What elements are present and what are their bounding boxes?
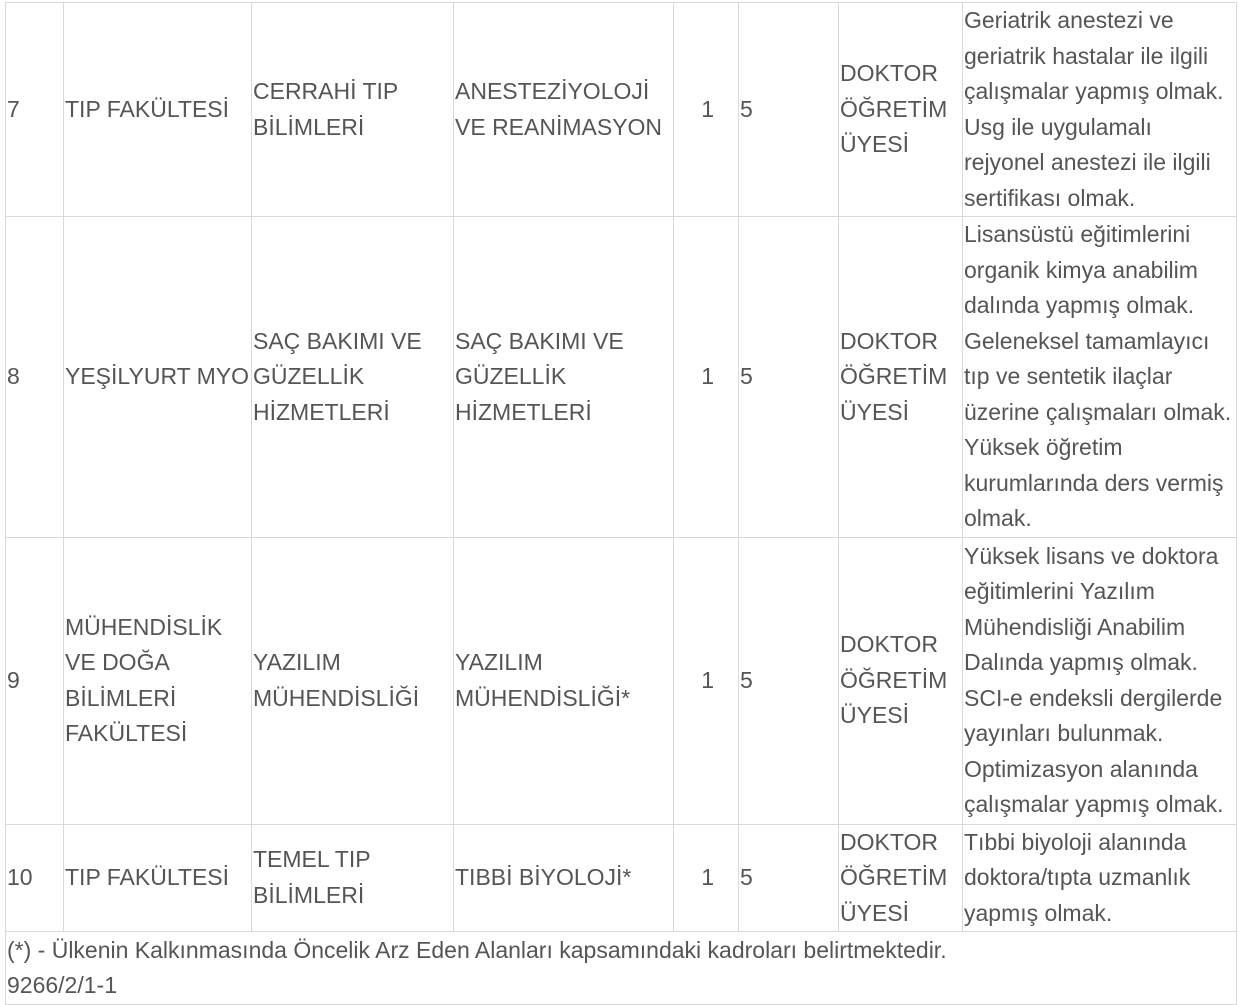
requirements-cell: Geriatrik anestezi ve geriatrik hastalar ile ilgili çalışmalar yapmış olmak. Usg ile uygulamalı rejyonel anestezi ile ilgili sertifikası olmak.	[963, 3, 1237, 217]
degree-cell: 5	[739, 537, 839, 824]
table-row	[6, 824, 1237, 932]
degree-cell: 5	[739, 217, 839, 538]
table-footer	[6, 932, 1237, 1005]
table-row	[6, 217, 1237, 538]
requirements-cell: Tıbbi biyoloji alanında doktora/tıpta uzmanlık yapmış olmak.	[963, 824, 1237, 932]
discipline-cell: YAZILIM MÜHENDİSLİĞİ*	[454, 537, 674, 824]
title-cell: DOKTOR ÖĞRETİM ÜYESİ	[839, 217, 963, 538]
unit-cell: YEŞİLYURT MYO	[64, 217, 252, 538]
department-cell: TEMEL TIP BİLİMLERİ	[252, 824, 454, 932]
quantity-cell: 1	[674, 537, 739, 824]
quantity-cell: 1	[674, 217, 739, 538]
unit-cell: TIP FAKÜLTESİ	[64, 3, 252, 217]
unit-cell: TIP FAKÜLTESİ	[64, 824, 252, 932]
title-cell: DOKTOR ÖĞRETİM ÜYESİ	[839, 537, 963, 824]
row-number: 7	[6, 3, 64, 217]
discipline-cell: SAÇ BAKIMI VE GÜZELLİK HİZMETLERİ	[454, 217, 674, 538]
requirements-cell: Lisansüstü eğitimlerini organik kimya anabilim dalında yapmış olmak. Geleneksel tamamlayıcı tıp ve sentetik ilaçlar üzerine çalışmaları olmak. Yüksek öğretim kurumlarında ders vermiş olmak.	[963, 217, 1237, 538]
discipline-cell: TIBBİ BİYOLOJİ*	[454, 824, 674, 932]
department-cell: YAZILIM MÜHENDİSLİĞİ	[252, 537, 454, 824]
kadro-table	[5, 2, 1237, 1005]
title-cell: DOKTOR ÖĞRETİM ÜYESİ	[839, 824, 963, 932]
requirements-cell: Yüksek lisans ve doktora eğitimlerini Yazılım Mühendisliği Anabilim Dalında yapmış olmak. SCI-e endeksli dergilerde yayınları bulunmak. Optimizasyon alanında çalışmalar yapmış olmak.	[963, 537, 1237, 824]
unit-cell: MÜHENDİSLİK VE DOĞA BİLİMLERİ FAKÜLTESİ	[64, 537, 252, 824]
degree-cell: 5	[739, 824, 839, 932]
row-number: 10	[6, 824, 64, 932]
quantity-cell: 1	[674, 3, 739, 217]
department-cell: CERRAHİ TIP BİLİMLERİ	[252, 3, 454, 217]
table-footer-row	[6, 932, 1237, 1005]
table-row	[6, 537, 1237, 824]
row-number: 9	[6, 537, 64, 824]
quantity-cell: 1	[674, 824, 739, 932]
discipline-cell: ANESTEZİYOLOJİ VE REANİMASYON	[454, 3, 674, 217]
reference-code: 9266/2/1-1	[7, 972, 117, 998]
table-row	[6, 3, 1237, 217]
footnote-text: (*) - Ülkenin Kalkınmasında Öncelik Arz Eden Alanları kapsamındaki kadroları belirtmektedir.	[7, 936, 947, 963]
degree-cell: 5	[739, 3, 839, 217]
title-cell: DOKTOR ÖĞRETİM ÜYESİ	[839, 3, 963, 217]
department-cell: SAÇ BAKIMI VE GÜZELLİK HİZMETLERİ	[252, 217, 454, 538]
row-number: 8	[6, 217, 64, 538]
